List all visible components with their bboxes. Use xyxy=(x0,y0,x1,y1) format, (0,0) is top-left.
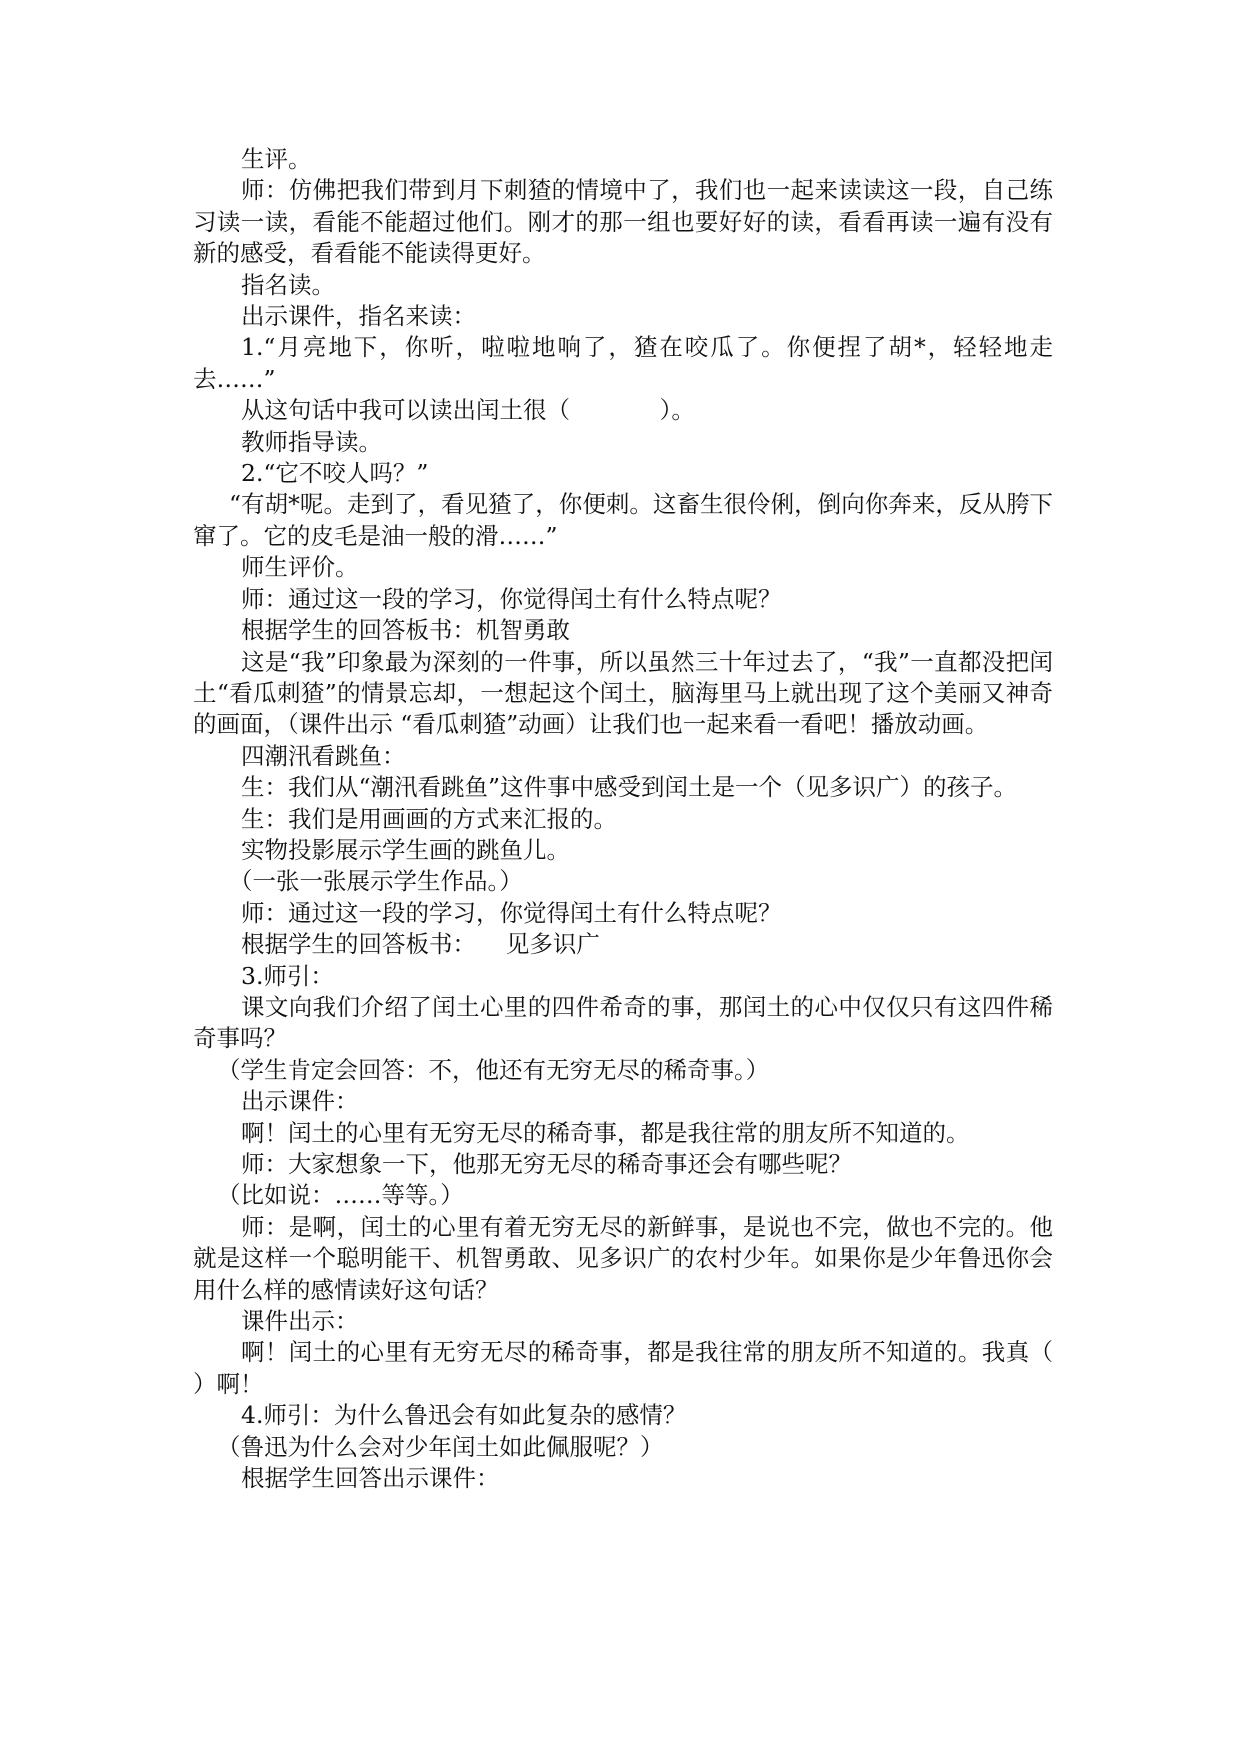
paragraph-13: 这是“我”印象最为深刻的一件事，所以虽然三十年过去了，“我”一直都没把闰土“看瓜刺猹”的情景忘却，一想起这个闰土，脑海里马上就出现了这个美丽又神奇的画面，（课件出示 “看瓜刺猹”动画）让我们也一起来看一看吧！播放动画。 xyxy=(193,647,1053,739)
paragraph-16: 生：我们是用画画的方式来汇报的。 xyxy=(241,804,617,833)
paragraph-27: （比如说：……等等。） xyxy=(217,1181,464,1210)
paragraph-19: 师：通过这一段的学习，你觉得闰土有什么特点呢？ xyxy=(241,898,782,927)
paragraph-29: 课件出示： xyxy=(241,1307,359,1336)
paragraph-9: “有胡*呢。走到了，看见猹了，你便刺。这畜生很伶俐，倒向你奔来，反从胯下窜了。它的皮毛是油一般的滑……” xyxy=(193,490,1053,550)
paragraph-8: 2.“它不咬人吗？” xyxy=(241,459,429,488)
paragraph-4: 出示课件，指名来读： xyxy=(241,302,476,331)
paragraph-5: 1.“月亮地下，你听，啦啦地响了，猹在咬瓜了。你便捏了胡*，轻轻地走去……” xyxy=(193,333,1053,393)
paragraph-18: （一张一张展示学生作品。） xyxy=(229,867,523,896)
paragraph-3: 指名读。 xyxy=(241,270,335,299)
paragraph-1: 生评。 xyxy=(241,145,312,173)
paragraph-2: 师：仿佛把我们带到月下刺猹的情境中了，我们也一起来读读这一段，自己练习读一读，看能不能超过他们。刚才的那一组也要好好的读，看看再读一遍有没有新的感受，看看能不能读得更好。 xyxy=(193,176,1053,268)
paragraph-7: 教师指导读。 xyxy=(241,427,382,456)
paragraph-6: 从这句话中我可以读出闰土很（ ）。 xyxy=(241,396,695,425)
paragraph-17: 实物投影展示学生画的跳鱼儿。 xyxy=(241,835,570,864)
paragraph-24: 出示课件： xyxy=(241,1087,359,1116)
paragraph-25: 啊！闰土的心里有无穷无尽的稀奇事，都是我往常的朋友所不知道的。 xyxy=(241,1118,970,1147)
paragraph-30: 啊！闰土的心里有无穷无尽的稀奇事，都是我往常的朋友所不知道的。我真（ ）啊！ xyxy=(193,1338,1158,1398)
paragraph-23: （学生肯定会回答：不，他还有无穷无尽的稀奇事。） xyxy=(217,1055,770,1084)
paragraph-20: 根据学生的回答板书： 见多识广 xyxy=(241,930,600,959)
paragraph-14: 四潮汛看跳鱼： xyxy=(241,741,406,770)
paragraph-32: （鲁迅为什么会对少年闰土如此佩服呢？） xyxy=(217,1432,664,1461)
paragraph-11: 师：通过这一段的学习，你觉得闰土有什么特点呢？ xyxy=(241,584,782,613)
paragraph-12: 根据学生的回答板书：机智勇敢 xyxy=(241,616,570,645)
paragraph-31: 4.师引：为什么鲁迅会有如此复杂的感情？ xyxy=(241,1401,687,1430)
paragraph-33: 根据学生回答出示课件： xyxy=(241,1464,500,1493)
paragraph-28: 师：是啊，闰土的心里有着无穷无尽的新鲜事，是说也不完，做也不完的。他就是这样一个聪明能干、机智勇敢、见多识广的农村少年。如果你是少年鲁迅你会用什么样的感情读好这句话？ xyxy=(193,1212,1053,1304)
document-body xyxy=(193,144,1158,1494)
paragraph-26: 师：大家想象一下，他那无穷无尽的稀奇事还会有哪些呢？ xyxy=(241,1150,852,1178)
paragraph-21: 3.师引： xyxy=(241,961,334,990)
paragraph-15: 生：我们从“潮汛看跳鱼”这件事中感受到闰土是一个（见多识广）的孩子。 xyxy=(241,773,1018,802)
paragraph-10: 师生评价。 xyxy=(241,553,359,582)
paragraph-22: 课文向我们介绍了闰土心里的四件希奇的事，那闰土的心中仅仅只有这四件稀奇事吗？ xyxy=(193,992,1053,1053)
